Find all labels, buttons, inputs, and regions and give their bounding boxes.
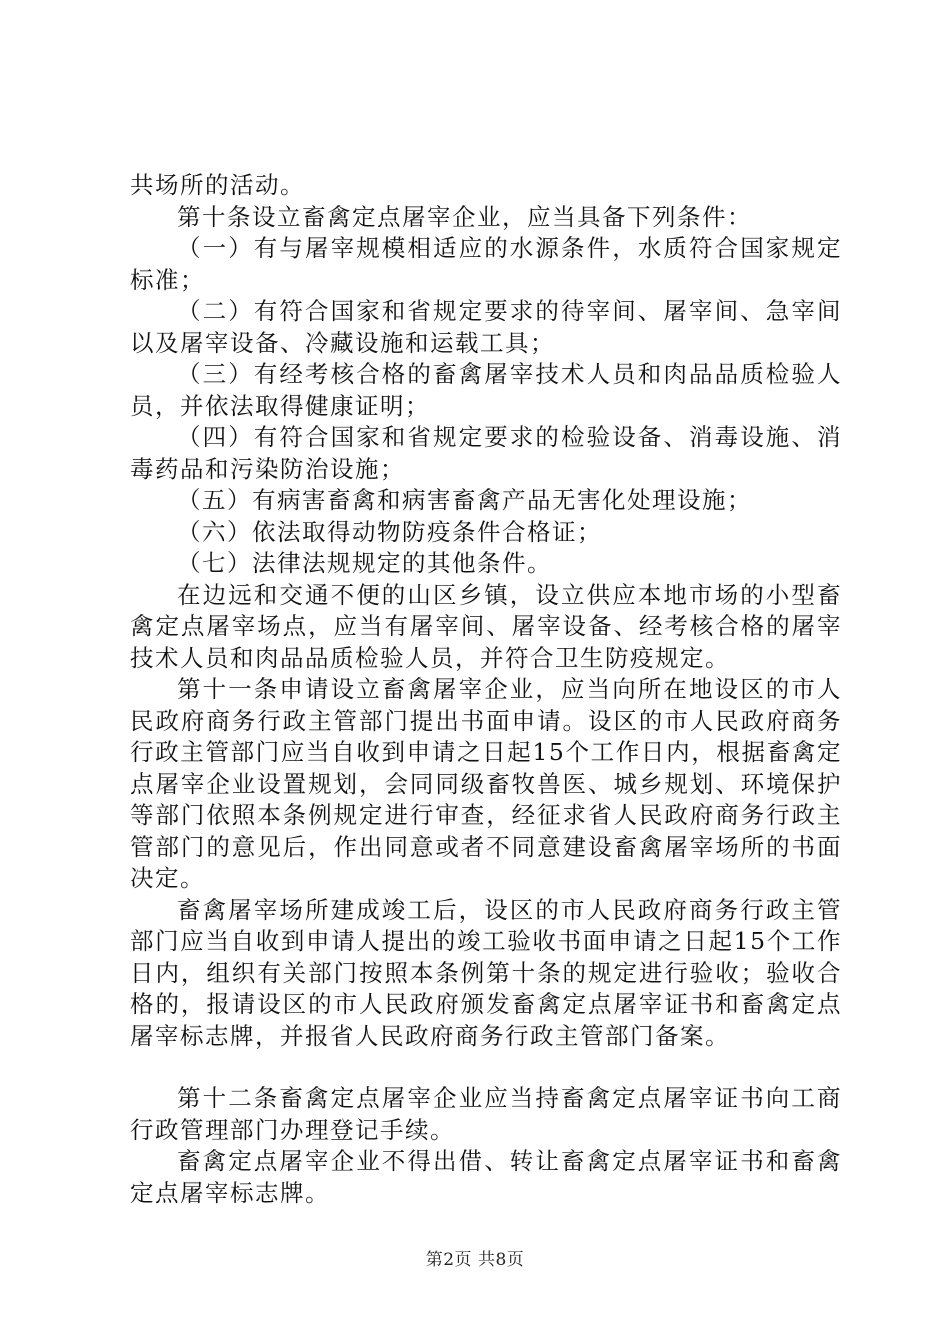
condition-item-6: （六）依法取得动物防疫条件合格证； (177, 517, 602, 546)
condition-item-1: （一）有与屠宰规模相适应的水源条件，水质符合国家规定标准； (130, 234, 842, 294)
condition-item-3: （三）有经考核合格的畜禽屠宰技术人员和肉品品质检验人员，并依法取得健康证明； (130, 360, 842, 420)
article-10-heading: 第十条设立畜禽定点屠宰企业，应当具备下列条件： (177, 202, 752, 231)
condition-item-7: （七）法律法规规定的其他条件。 (177, 549, 552, 577)
paragraph: 共场所的活动。 (130, 171, 305, 199)
paragraph-remote-areas: 在边远和交通不便的山区乡镇，设立供应本地市场的小型畜禽定点屠宰场点，应当有屠宰间、屠宰设备、经考核合格的屠宰技术人员和肉品品质检验人员，并符合卫生防疫规定。 (130, 580, 842, 672)
paragraph-no-lending: 畜禽定点屠宰企业不得出借、转让畜禽定点屠宰证书和畜禽定点屠宰标志牌。 (130, 1147, 842, 1207)
page-number: 第2页 共8页 (425, 1250, 525, 1270)
condition-item-5: （五）有病害畜禽和病害畜禽产品无害化处理设施； (177, 486, 752, 514)
condition-item-2: （二）有符合国家和省规定要求的待宰间、屠宰间、急宰间以及屠宰设备、冷藏设施和运载工具； (130, 297, 842, 357)
paragraph-acceptance: 畜禽屠宰场所建成竣工后，设区的市人民政府商务行政主管部门应当自收到申请人提出的竣工验收书面申请之日起15个工作日内，组织有关部门按照本条例第十条的规定进行验收；验收合格的，报请设区的市人民政府颁发畜禽定点屠宰证书和畜禽定点屠宰标志牌，并报省人民政府商务行政主管部门备案。 (130, 895, 842, 1050)
condition-item-4: （四）有符合国家和省规定要求的检验设备、消毒设施、消毒药品和污染防治设施； (130, 423, 842, 483)
article-12: 第十二条畜禽定点屠宰企业应当持畜禽定点屠宰证书向工商行政管理部门办理登记手续。 (130, 1084, 842, 1144)
document-body (130, 170, 842, 1209)
article-11: 第十一条申请设立畜禽屠宰企业，应当向所在地设区的市人民政府商务行政主管部门提出书面申请。设区的市人民政府商务行政主管部门应当自收到申请之日起15个工作日内，根据畜禽定点屠宰企业设置规划，会同同级畜牧兽医、城乡规划、环境保护等部门依照本条例规定进行审查，经征求省人民政府商务行政主管部门的意见后，作出同意或者不同意建设畜禽屠宰场所的书面决定。 (130, 675, 842, 892)
